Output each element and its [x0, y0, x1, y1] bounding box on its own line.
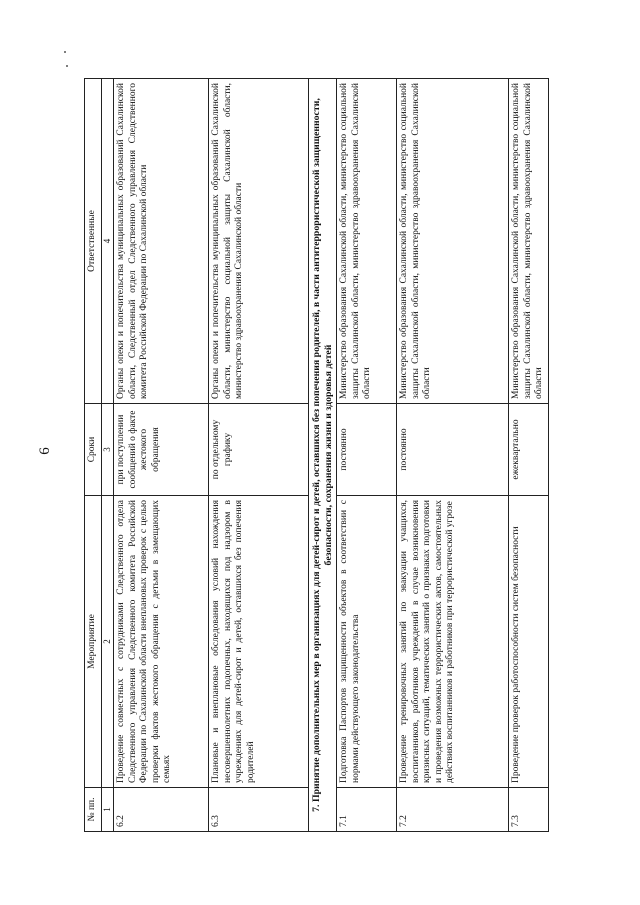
- column-index: 3: [101, 404, 114, 496]
- row-number: 6.3: [209, 788, 309, 832]
- scan-speck: [66, 65, 68, 67]
- table-row: [509, 79, 549, 832]
- table-row: [337, 79, 397, 832]
- row-number: 7.1: [337, 788, 397, 832]
- header-term: Сроки: [85, 404, 102, 496]
- row-responsible: Министерство образования Сахалинской области, министерство социальной защиты Сахалинской области, министерство здравоохранения Сахалинской области: [397, 79, 509, 404]
- row-term: постоянно: [397, 404, 509, 496]
- row-responsible: Органы опеки и попечительства муниципальных образований Сахалинской области, Следственный отдел Следственного управления Следственного комитета Российской Федерации по Сахалинской области: [114, 79, 209, 404]
- column-index-row: [101, 79, 114, 832]
- scan-speck: [64, 51, 66, 53]
- page-number: 6: [37, 447, 53, 455]
- header-number: № пп.: [85, 788, 102, 832]
- table-row: [397, 79, 509, 832]
- header-responsible: Ответственные: [85, 79, 102, 404]
- table-row: [114, 79, 209, 832]
- row-responsible: Министерство образования Сахалинской области, министерство социальной защиты Сахалинской области, министерство здравоохранения Сахалинской области: [337, 79, 397, 404]
- row-term: постоянно: [337, 404, 397, 496]
- section-heading-row: [309, 79, 337, 832]
- column-index: 1: [101, 788, 114, 832]
- row-responsible: Министерство образования Сахалинской области, министерство социальной защиты Сахалинской области, министерство здравоохранения Сахалинской области: [509, 79, 549, 404]
- row-event: Проведение совместных с сотрудниками Следственного отдела Следственного управления Следственного комитета Российской Федерации по Сахалинской области внеплановых проверок с целью проверки фактов жестокого обращения с детьми в замещающих семьях: [114, 496, 209, 788]
- column-index: 2: [101, 496, 114, 788]
- measures-table: [84, 78, 549, 832]
- row-event: Проведение проверок работоспособности систем безопасности: [509, 496, 549, 788]
- row-event: Подготовка Паспортов защищенности объектов в соответствии с нормами действующего законодательства: [337, 496, 397, 788]
- row-number: 7.2: [397, 788, 509, 832]
- row-event: Проведение тренировочных занятий по эвакуации учащихся, воспитанников, работников учреждений в случае возникновения кризисных ситуаций, тематических занятий о признаках подготовки и проведения возможных террористических актов, самостоятельных действиях воспитанников и работников при террористической угрозе: [397, 496, 509, 788]
- row-number: 7.3: [509, 788, 549, 832]
- row-term: по отдельному графику: [209, 404, 309, 496]
- section-heading: 7. Принятие дополнительных мер в организациях для детей-сирот и детей, оставшихся без попечения родителей, в части антитеррористической защищенности, безопасности, сохранения жизни и здоровья детей: [309, 79, 337, 832]
- row-term: при поступлении сообщений о факте жестокого обращения: [114, 404, 209, 496]
- row-term: ежеквартально: [509, 404, 549, 496]
- row-number: 6.2: [114, 788, 209, 832]
- table-header-row: [85, 79, 102, 832]
- row-responsible: Органы опеки и попечительства муниципальных образований Сахалинской области, министерство социальной защиты Сахалинской области, министерство здравоохранения Сахалинской области: [209, 79, 309, 404]
- table-row: [209, 79, 309, 832]
- rotated-document-table: [84, 79, 544, 832]
- row-event: Плановые и внеплановые обследования условий нахождения несовершеннолетних подопечных, находящихся под надзором в учреждениях для детей-сирот и детей, оставшихся без попечения родителей: [209, 496, 309, 788]
- column-index: 4: [101, 79, 114, 404]
- header-event: Мероприятие: [85, 496, 102, 788]
